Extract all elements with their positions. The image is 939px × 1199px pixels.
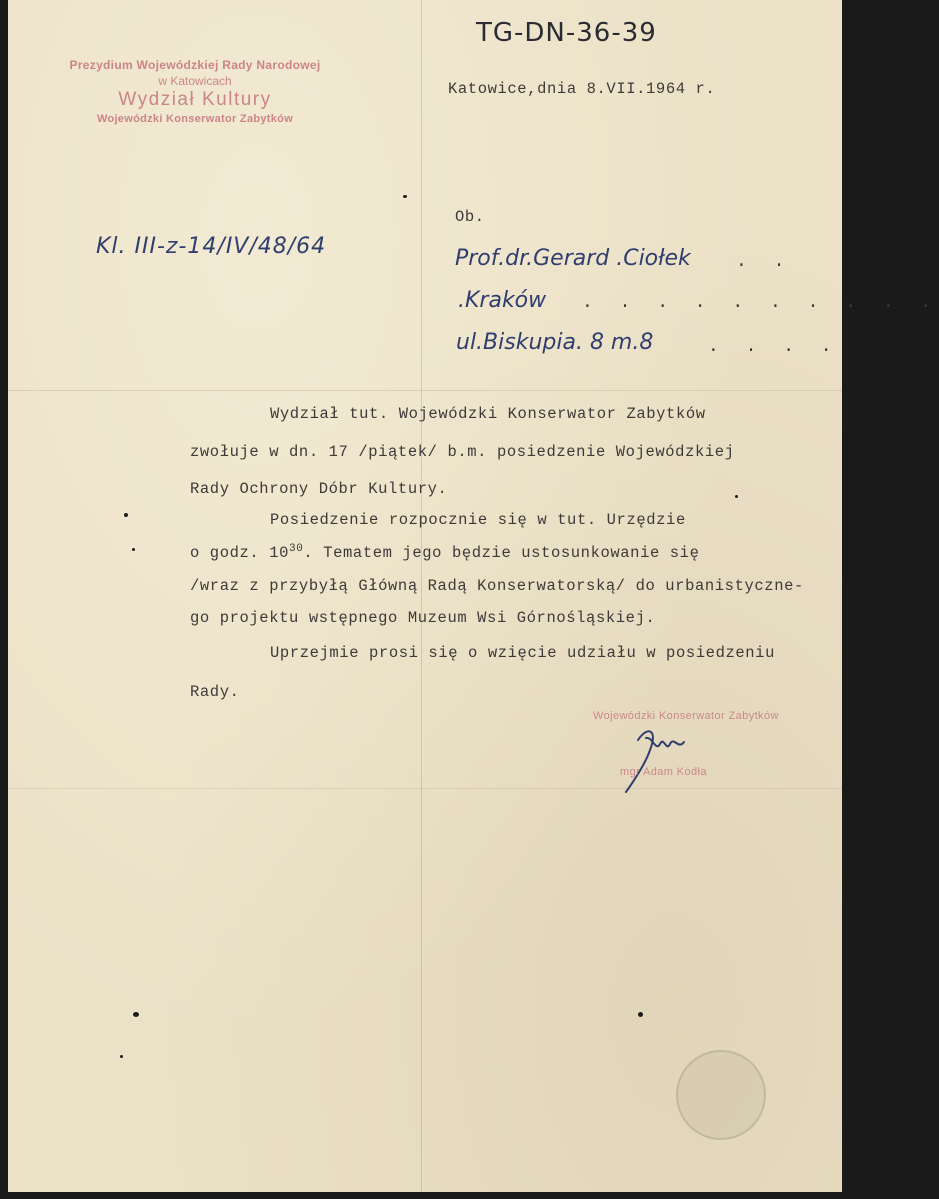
office-stamp-line-4: Wojewódzki Konserwator Zabytków [96, 113, 294, 125]
body-line-3: Rady Ochrony Dóbr Kultury. [190, 480, 448, 498]
body-line-5-end: . Tematem jego będzie ustosunkowanie się [303, 544, 700, 563]
fold-line-vertical [421, 0, 422, 1192]
recipient-name: Prof.dr.Gerard .Ciołek [455, 246, 691, 271]
signature-stamp-title: Wojewódzki Konserwator Zabytków [593, 710, 779, 722]
body-line-1: Wydział tut. Wojewódzki Konserwator Zabytków [270, 405, 706, 423]
body-line-5-start: o godz. 10 [190, 544, 290, 563]
recipient-city: .Kraków [458, 288, 547, 313]
ink-speck [735, 495, 738, 498]
recipient-street: ul.Biskupia. 8 m.8 [456, 330, 654, 355]
body-line-2: zwołuje w dn. 17 /piątek/ b.m. posiedzenie Wojewódzkiej [190, 443, 735, 461]
body-line-9: Rady. [190, 683, 240, 701]
handwritten-signature [608, 700, 718, 800]
office-stamp-line-2: w Katowicach [158, 74, 232, 88]
place-date: Katowice,dnia 8.VII.1964 r. [448, 80, 716, 98]
reference-number: Kl. III-z-14/IV/48/64 [96, 234, 327, 259]
document-page [8, 0, 939, 1192]
ink-speck [133, 1012, 139, 1017]
ink-speck [132, 548, 135, 551]
archive-code: TG-DN-36-39 [476, 18, 657, 48]
body-line-5 [190, 543, 699, 562]
office-stamp [60, 58, 330, 125]
fold-line-horizontal [8, 390, 842, 391]
dot-leader: . . [736, 252, 793, 272]
body-line-6: /wraz z przybyłą Główną Radą Konserwatorską/ do urbanistyczne- [190, 577, 804, 595]
body-line-4: Posiedzenie rozpocznie się w tut. Urzędzie [270, 511, 686, 529]
faded-round-stamp [676, 1050, 766, 1140]
dot-leader: . . . . [708, 337, 840, 357]
office-stamp-line-1: Prezydium Wojewódzkiej Rady Narodowej [69, 58, 321, 72]
office-stamp-line-3: Wydział Kultury [118, 89, 272, 110]
time-minutes-superscript: 30 [289, 543, 304, 555]
ink-speck [120, 1055, 123, 1058]
ink-speck [124, 513, 128, 517]
dot-leader: . . . . . . . . . . [582, 293, 939, 313]
body-line-8: Uprzejmie prosi się o wzięcie udziału w posiedzeniu [270, 644, 775, 662]
ink-speck [403, 195, 407, 198]
signature-stamp-name: mgr Adam Kodła [620, 766, 707, 778]
body-line-7: go projektu wstępnego Muzeum Wsi Górnośląskiej. [190, 609, 656, 627]
ink-speck [638, 1012, 643, 1017]
recipient-salutation: Ob. [455, 208, 485, 226]
